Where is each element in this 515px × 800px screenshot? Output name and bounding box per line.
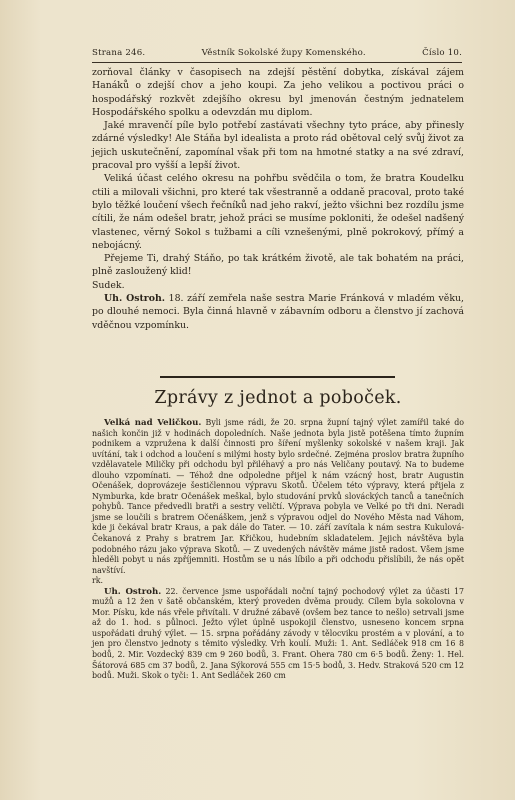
section-title: Zprávy z jednot a poboček.: [154, 388, 402, 408]
obituary-paragraph-1: zorňoval články v časopisech na zdejší pěstění dobytka, získával zájem Hanáků o zdejší chov a jeho koupi. Za jeho velikou a poctivou práci o hospodářský rozkvět zdejšího okresu byl jmenován čestným jednatelem Hospodářského spolku a odevzdán mu diplom.: [92, 67, 464, 118]
obituary-section: [92, 66, 464, 332]
obituary-paragraph-4: Přejeme Ti, drahý Stáňo, po tak krátkém životě, ale tak bohatém na práci, plně zasloužený klid!: [92, 253, 464, 278]
obituary-paragraph-5: [92, 292, 464, 332]
obituary-paragraph-2: Jaké mravenčí píle bylo potřebí zastávati všechny tyto práce, aby přinesly zdárné výsledky! Ale Stáňa byl idealista a proto rád obětoval celý svůj život za jejich uskutečnění, zapomínal však při tom na hmotné statky a na své zdraví, pracoval pro vyšší a lepší život.: [92, 120, 464, 172]
news-signature: rk.: [92, 576, 104, 586]
news-text: 22. července jsme uspořádali noční tajný pochodový výlet za účasti 17 mužů a 12 žen v šatě občanském, který proveden dvěma proudy. Cílem byla sokolovna v Mor. Písku, kde nás vřele přivítali. V družné zábavě (ovšem bez tance to nešlo) setrvali jsme až do 1. hod. s půlnoci. Ježto výlet úplně uspokojil členstvo, usneseno koncem srpna uspořádati druhý výlet. — 15. srpna pořádány závody v tělocviku prostém a v plování, a to jen pro členstvo jednoty s těmito výsledky. Vrh koulí. Muži: 1. Ant. Sedláček 918 cm 16 8 bodů, 2. Mir. Vozdecký 839 cm 9 260 bodů, 3. Frant. Ohera 780 cm 6·5 bodů. Ženy: 1. Hel. Šátorová 685 cm 37 bodů, 2. Jana Sýkorová 555 cm 15·5 bodů, 3. Hedv. Straková 520 cm 12 bodů. Muži. Skok o tyči: 1. Ant Sedláček 260 cm: [92, 586, 464, 681]
page-number: Strana 246.: [92, 48, 146, 58]
header-rule: [92, 62, 462, 63]
obituary-paragraph-3: Veliká účast celého okresu na pohřbu svědčila o tom, že bratra Koudelku ctili a milovali všichni, pro které tak všestranně a oddaně pracoval, proto také bylo těžké loučení všech řečníků nad jeho rakví, ježto všichni bez rozdílu jsme cítili, že nám odešel bratr, jehož práci se musíme pokloniti, že odešel nadšený vlastenec, věrný Sokol s tužbami a cíli vznešenými, plně pokrokový, přímý a nebojácný.: [92, 173, 464, 251]
news-text: Byli jsme rádi, že 20. srpna župní tajný výlet zamířil také do našich končin již v hodinách dopoledních. Naše jednota byla jistě potěšena tímto župním podnikem a vzpružena k další činnosti pro šíření myšlenky sokolské v našem kraji. Jak uvítání, tak i odchod a loučení s milými hosty bylo srdečné. Zejména proslov bratra župního vzdělavatele Miličky při odchodu byl přiléhavý a pro nás Veličany poutavý. Na to budeme dlouho vzpomínati. — Téhož dne odpoledne přijel k nám vzácný host, bratr Augustin Očenášek, doprovázeje šestičlennou výpravu Skotů. Účelem této výpravy, která přijela z Nymburka, kde bratr Očenášek meškal, bylo studování prvků slováckých tanců a tanečních pohybů. Tance předvedli bratři a sestry veličtí. Výprava pobyla ve Velké po tři dni. Neradi jsme se loučili s bratrem Očenáškem, jenž s výpravou odjel do Nového Města nad Váhom, kde ji čekával bratr Kraus, a pak dále do Tater. — 10. září zavítala k nám sestra Kukulová-Čekanová z Prahy s bratrem Jar. Křičkou, hudebním skladatelem. Jejich návštěva byla podobného rázu jako výprava Skotů. — Z uvedených návštěv máme jistě radost. Všem jsme hleděli pobyt u nás zpříjemniti. Hostům se u nás líbilo a při odchodu přislíbili, že nás opět navštíví.: [92, 418, 464, 575]
obituary-signature: Sudek.: [92, 279, 125, 291]
place-name: Velká nad Veličkou.: [104, 418, 202, 428]
news-item-ostroh: [92, 587, 464, 682]
paragraph-text: 18. září zemřela naše sestra Marie Fránková v mladém věku, po dlouhé nemoci. Byla činná hlavně v zábavním odboru a členstvo jí zachová vděčnou vzpomínku.: [92, 293, 464, 331]
running-head: [92, 48, 462, 58]
news-item-velka: [92, 418, 464, 576]
place-name: Uh. Ostroh.: [104, 586, 162, 597]
journal-title: Věstník Sokolské župy Komenského.: [201, 48, 366, 58]
news-section: [92, 418, 464, 682]
place-name: Uh. Ostroh.: [104, 293, 166, 305]
issue-number: Číslo 10.: [422, 48, 462, 58]
section-divider: [160, 376, 395, 378]
